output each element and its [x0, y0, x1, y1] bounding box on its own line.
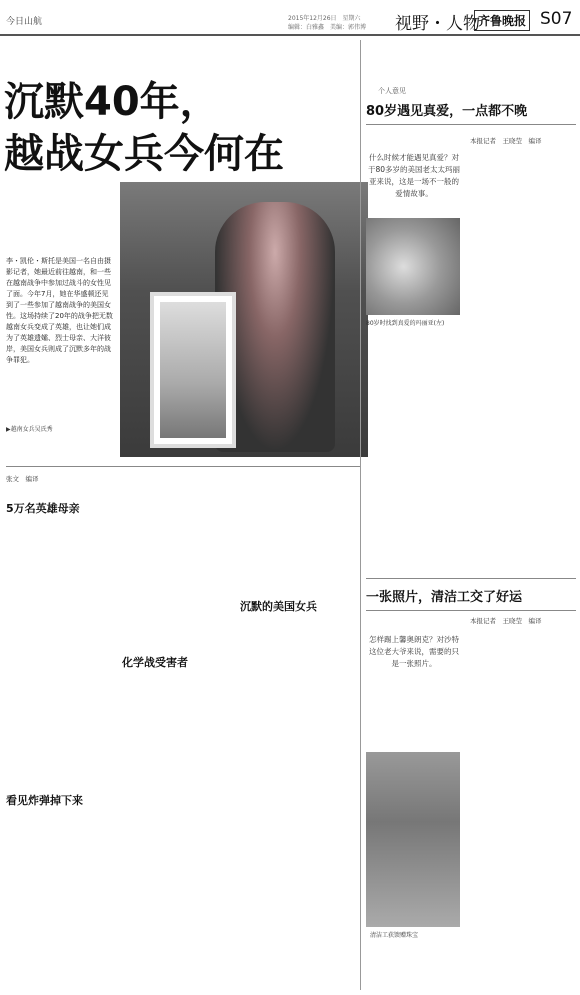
- paper-name: 齐鲁晚报: [474, 10, 530, 31]
- couple-photo: [366, 218, 460, 315]
- subhead-2: 看见炸弹掉下来: [6, 794, 83, 807]
- side2-photo-caption: 清洁工获馈赠珠宝: [370, 932, 419, 939]
- photo-caption: ▶越南女兵吴氏秀: [6, 426, 53, 433]
- cleaner-photo: [366, 752, 460, 927]
- header-rule: [0, 34, 580, 36]
- side1-pull: 什么时候才能遇见真爱？对于80多岁的美国老太太玛丽亚来说，这是一场不一般的爱情故事。: [367, 153, 461, 198]
- section-label: 今日山航: [6, 17, 43, 27]
- subhead-4: 沉默的美国女兵: [240, 600, 317, 613]
- date-line: 2015年12月26日 星期六 编辑：白雅鑫 美编：郭伟博: [288, 15, 367, 31]
- side1-label: 个人意见: [378, 87, 406, 95]
- subhead-1: 5万名英雄母亲: [6, 502, 80, 515]
- body-col1b: [6, 812, 114, 992]
- portrait-frame: [150, 292, 236, 448]
- byline: 张文 编译: [6, 475, 39, 483]
- side1-byline: 本报记者 王晓莹 编译: [470, 137, 542, 145]
- intro-text: 李・凯伦・斯托是美国一名自由摄影记者，她最近前往越南，和一些在越南战争中参加过战斗的女性见了面。今年7月，她在华盛顿还见到了一些参加了越南战争的美国女性。这场持续了20年的战争把无数越南女兵变成了英雄，也让她们成为了英雄遗孀、烈士母亲、大洋彼岸，美国女兵则成了沉默多年的战争罪犯。: [6, 257, 113, 364]
- section-title: 视野・人物: [395, 14, 480, 34]
- side2-byline: 本报记者 王晓莹 编译: [470, 617, 542, 625]
- main-headline: 沉默40年， 越战女兵今何在: [4, 79, 284, 177]
- main-photo: [120, 182, 368, 457]
- side2-pull: 怎样踢上馨奥朗克？对沙特这位老大爷来说，需要的只是一张照片。: [369, 635, 459, 668]
- page-number: S07: [540, 9, 573, 29]
- side1-headline: 80岁遇见真爱，一点都不晚: [366, 104, 528, 119]
- side2-headline: 一张照片，清洁工交了好运: [366, 590, 523, 605]
- subhead-3: 化学战受害者: [122, 656, 188, 669]
- body-col1a: [6, 518, 114, 790]
- side1-photo-caption: 80岁时找到真爱的玛丽亚(左): [366, 320, 445, 327]
